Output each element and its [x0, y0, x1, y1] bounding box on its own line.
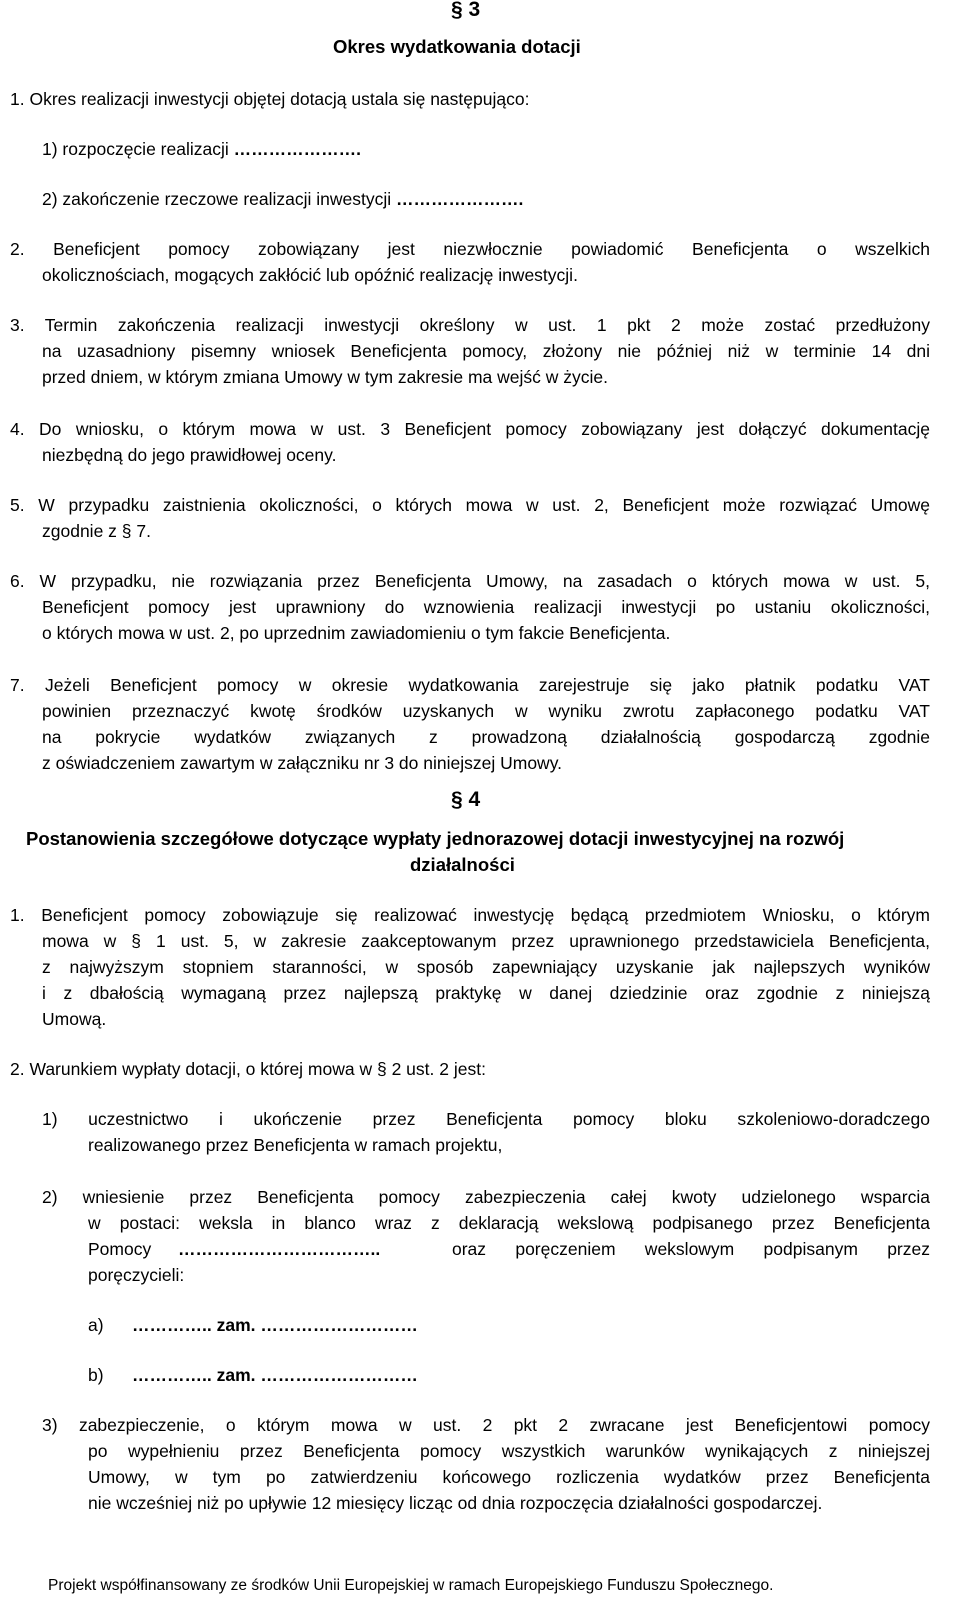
item-4-2-2-line-1: 2) wniesienie przez Beneficjenta pomocy zabezpieczenia całej kwoty udzielonego wsparcia [42, 1187, 930, 1207]
paragraph-3-3-line-3: przed dniem, w którym zmiana Umowy w tym zakresie ma wejść w życie. [42, 367, 608, 387]
paragraph-4-2: 2. Warunkiem wypłaty dotacji, o której mowa w § 2 ust. 2 jest: [10, 1059, 486, 1079]
item-4-2-3-line-3: Umowy, w tym po zatwierdzeniu końcowego rozliczenia wydatków przez Beneficjenta [88, 1467, 930, 1487]
paragraph-3-4-line-1: 4. Do wniosku, o którym mowa w ust. 3 Beneficjent pomocy zobowiązany jest dołączyć dokumentację [10, 419, 930, 439]
section-3-number: § 3 [451, 0, 481, 21]
guarantor-a-placeholder: ………….. zam. ……………………… [132, 1315, 418, 1335]
paragraph-3-7-line-1: 7. Jeżeli Beneficjent pomocy w okresie wydatkowania zarejestruje się jako płatnik podatku VAT [10, 675, 930, 695]
paragraph-4-1-line-1: 1. Beneficjent pomocy zobowiązuje się realizować inwestycję będącą przedmiotem Wniosku, o którym [10, 905, 930, 925]
paragraph-3-6-line-2: Beneficjent pomocy jest uprawniony do wznowienia realizacji inwestycji po ustaniu okoliczności, [42, 597, 930, 617]
end-date-placeholder: …………………. [396, 189, 524, 209]
paragraph-4-1-line-2: mowa w § 1 ust. 5, w zakresie zaakceptowanym przez uprawnionego przedstawiciela Beneficjenta, [42, 931, 930, 951]
item-3-1-2-text: 2) zakończenie rzeczowe realizacji inwestycji [42, 189, 392, 209]
start-date-placeholder: …………………. [233, 139, 361, 159]
paragraph-4-1-line-5: Umową. [42, 1009, 107, 1029]
paragraph-3-6-line-1: 6. W przypadku, nie rozwiązania przez Beneficjenta Umowy, na zasadach o których mowa w ust. 5, [10, 571, 930, 591]
section-4-number: § 4 [451, 788, 481, 811]
guarantee-placeholder: …………………………….. [178, 1239, 381, 1259]
paragraph-3-2-line-1: 2. Beneficjent pomocy zobowiązany jest niezwłocznie powiadomić Beneficjenta o wszelkich [10, 239, 930, 259]
item-3-1-2 [42, 188, 523, 210]
section-4-title-line-2: działalności [410, 854, 515, 875]
item-3-1-1 [42, 138, 361, 160]
paragraph-3-2-line-2: okolicznościach, mogących zakłócić lub opóźnić realizację inwestycji. [42, 265, 578, 285]
item-4-2-1-line-2: realizowanego przez Beneficjenta w ramach projektu, [88, 1135, 503, 1155]
page-footer: Projekt współfinansowany ze środków Unii Europejskiej w ramach Europejskiego Funduszu Społecznego. [48, 1577, 774, 1594]
guarantor-b-placeholder: ………….. zam. ……………………… [132, 1365, 418, 1385]
paragraph-3-7-line-2: powinien przeznaczyć kwotę środków uzyskanych w wyniku zwrotu zapłaconego podatku VAT [42, 701, 930, 721]
paragraph-3-3-line-1: 3. Termin zakończenia realizacji inwestycji określony w ust. 1 pkt 2 może zostać przedłużony [10, 315, 930, 335]
item-4-2-2-line-2: w postaci: weksla in blanco wraz z deklaracją wekslową podpisanego przez Beneficjenta [88, 1213, 930, 1233]
paragraph-3-1: 1. Okres realizacji inwestycji objętej dotacją ustala się następująco: [10, 89, 530, 109]
item-4-2-3-line-1: 3) zabezpieczenie, o którym mowa w ust. 2 pkt 2 zwracane jest Beneficjentowi pomocy [42, 1415, 930, 1435]
guarantor-b-label: b) [88, 1365, 104, 1385]
item-3-1-1-text: 1) rozpoczęcie realizacji [42, 139, 229, 159]
item-4-2-1-line-1: 1) uczestnictwo i ukończenie przez Beneficjenta pomocy bloku szkoleniowo-doradczego [42, 1109, 930, 1129]
paragraph-3-4-line-2: niezbędną do jego prawidłowej oceny. [42, 445, 337, 465]
section-4-title-line-1: Postanowienia szczegółowe dotyczące wypłaty jednorazowej dotacji inwestycyjnej na rozwój [26, 828, 845, 849]
paragraph-3-5-line-1: 5. W przypadku zaistnienia okoliczności, o których mowa w ust. 2, Beneficjent może rozwiązać Umowę [10, 495, 930, 515]
item-4-2-3-line-4: nie wcześniej niż po upływie 12 miesięcy licząc od dnia rozpoczęcia działalności gospodarczej. [88, 1493, 823, 1513]
item-4-2-3-line-2: po wypełnieniu przez Beneficjenta pomocy wszystkich warunków wynikających z niniejszej [88, 1441, 930, 1461]
item-4-2-2-line-3-b: oraz poręczeniem wekslowym podpisanym przez [452, 1239, 930, 1259]
paragraph-3-7-line-4: z oświadczeniem zawartym w załączniku nr 3 do niniejszej Umowy. [42, 753, 563, 773]
paragraph-3-6-line-3: o których mowa w ust. 2, po uprzednim zawiadomieniu o tym fakcie Beneficjenta. [42, 623, 671, 643]
guarantor-a-label: a) [88, 1315, 104, 1335]
item-4-2-2-line-4: poręczycieli: [88, 1265, 185, 1285]
item-4-2-2-line-3-a: Pomocy [88, 1239, 152, 1259]
paragraph-4-1-line-3: z najwyższym stopniem staranności, w sposób zapewniający uzyskanie jak najlepszych wyników [42, 957, 930, 977]
paragraph-3-3-line-2: na uzasadniony pisemny wniosek Beneficjenta pomocy, złożony nie później niż w terminie 14 dni [42, 341, 930, 361]
paragraph-4-1-line-4: i z dbałością wymaganą przez najlepszą praktykę w danej dziedzinie oraz zgodnie z niniejszą [42, 983, 930, 1003]
paragraph-3-5-line-2: zgodnie z § 7. [42, 521, 151, 541]
section-3-title: Okres wydatkowania dotacji [333, 36, 581, 57]
paragraph-3-7-line-3: na pokrycie wydatków związanych z prowadzoną działalnością gospodarczą zgodnie [42, 727, 930, 747]
